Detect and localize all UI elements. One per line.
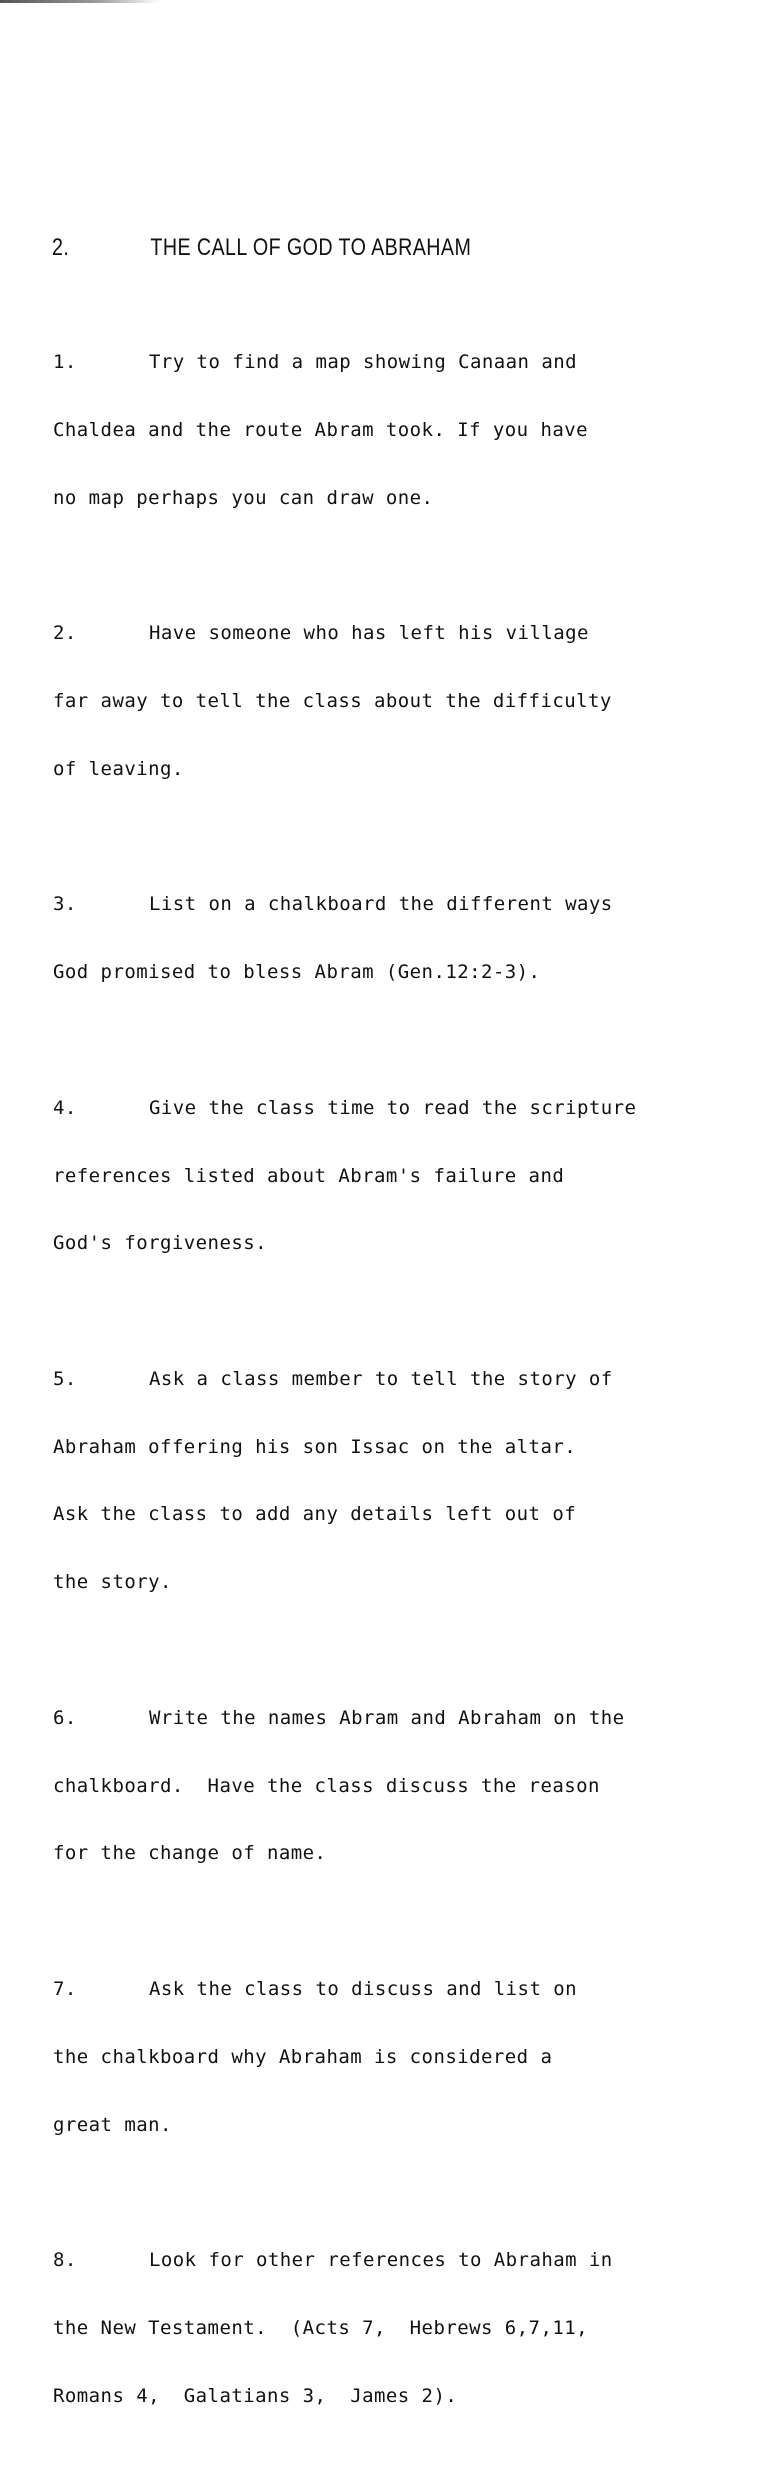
activity-text-line: Have someone who has left his village: [149, 622, 589, 645]
activity-text-line: Write the names Abram and Abraham on the: [149, 1706, 625, 1729]
activity-number: 1.: [53, 351, 77, 374]
activity-item-3: [53, 848, 753, 1029]
activity-text-line: Romans 4, Galatians 3, James 2).: [53, 2384, 458, 2407]
activity-text-line: God promised to bless Abram (Gen.12:2-3).: [53, 961, 541, 984]
activity-text-line: no map perhaps you can draw one.: [53, 486, 434, 509]
section-heading: [52, 234, 471, 262]
activity-item-6: [53, 1662, 753, 1911]
activity-item-5: [53, 1323, 753, 1639]
activity-item-4: [53, 1052, 753, 1301]
activity-text-line: the New Testament. (Acts 7, Hebrews 6,7,11,: [53, 2316, 589, 2339]
activity-text-line: of leaving.: [53, 757, 184, 780]
activity-number: 2.: [53, 622, 77, 645]
activity-text-line: Abraham offering his son Issac on the altar.: [53, 1435, 577, 1458]
activity-text-line: Ask the class to add any details left out of: [53, 1503, 577, 1526]
activity-text-line: the chalkboard why Abraham is considered a: [53, 2045, 553, 2068]
scan-edge-mark: [0, 0, 160, 3]
section-title: THE CALL OF GOD TO ABRAHAM: [150, 234, 472, 261]
activity-text-line: Try to find a map showing Canaan and: [149, 351, 578, 374]
activity-number: 8.: [53, 2249, 77, 2272]
activity-number: 4.: [53, 1096, 77, 1119]
activity-text-line: Chaldea and the route Abram took. If you have: [53, 418, 589, 441]
activity-text-line: List on a chalkboard the different ways: [149, 893, 613, 916]
activity-text-line: great man.: [53, 2113, 172, 2136]
activity-number: 6.: [53, 1706, 77, 1729]
activity-text-line: God's forgiveness.: [53, 1232, 268, 1255]
activity-item-7: [53, 1933, 753, 2182]
activity-number: 3.: [53, 893, 77, 916]
activity-list: [53, 306, 753, 2475]
activity-text-line: Look for other references to Abraham in: [149, 2249, 613, 2272]
activity-item-2: [53, 577, 753, 826]
activity-item-8: [53, 2204, 753, 2453]
activity-text-line: chalkboard. Have the class discuss the reason: [53, 1774, 600, 1797]
activity-text-line: Ask the class to discuss and list on: [149, 1977, 578, 2000]
activity-number: 5.: [53, 1367, 77, 1390]
activity-text-line: Give the class time to read the scripture: [149, 1096, 637, 1119]
activity-text-line: references listed about Abram's failure and: [53, 1164, 565, 1187]
activity-text-line: the story.: [53, 1571, 172, 1594]
activity-text-line: far away to tell the class about the difficulty: [53, 690, 612, 713]
activity-item-1: [53, 306, 753, 555]
activity-number: 7.: [53, 1977, 77, 2000]
section-number: 2.: [52, 234, 70, 261]
activity-text-line: for the change of name.: [53, 1842, 327, 1865]
activity-text-line: Ask a class member to tell the story of: [149, 1367, 613, 1390]
